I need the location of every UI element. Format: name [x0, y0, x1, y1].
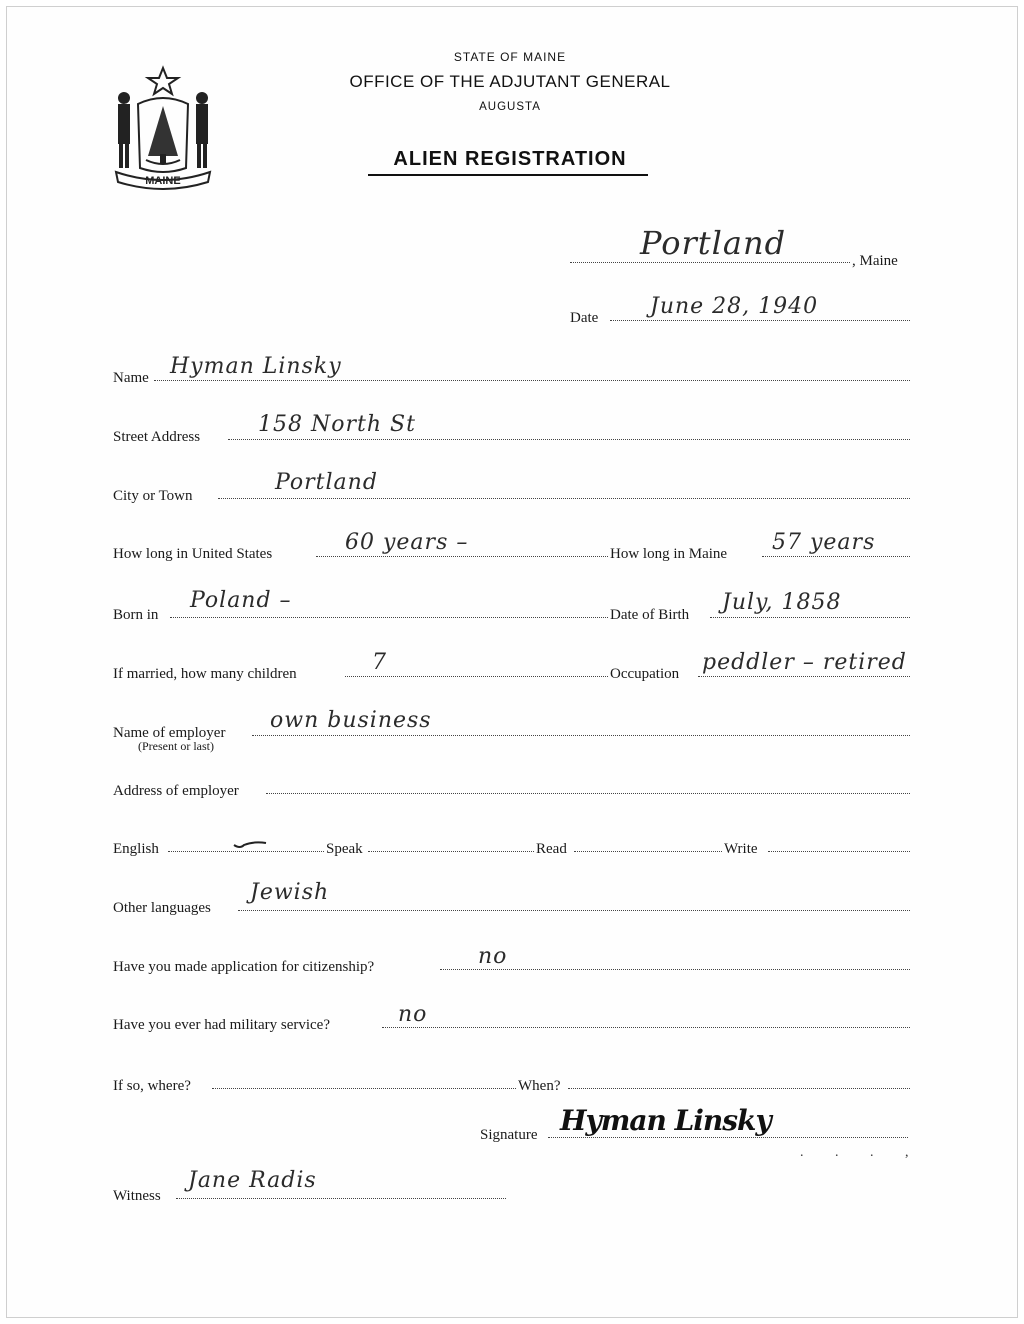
military-line [382, 1027, 910, 1028]
children-value: 7 [372, 650, 387, 675]
born-in-label: Born in [113, 607, 159, 623]
years-maine-line [762, 556, 910, 557]
speak-checkmark-icon [232, 838, 268, 852]
children-label: If married, how many children [113, 666, 297, 682]
years-maine-value: 57 years [772, 530, 876, 555]
witness-line [176, 1198, 506, 1199]
write-line [768, 851, 910, 852]
employer-line [252, 735, 910, 736]
town-value: Portland [640, 224, 787, 262]
children-line [345, 676, 608, 677]
employer-value: own business [270, 708, 432, 733]
where-label: If so, where? [113, 1078, 191, 1094]
signature-label: Signature [480, 1127, 538, 1143]
other-languages-value: Jewish [250, 880, 330, 905]
form-title: ALIEN REGISTRATION [393, 148, 627, 170]
town-suffix-label: , Maine [852, 253, 898, 269]
office-heading: OFFICE OF THE ADJUTANT GENERAL [349, 72, 671, 91]
when-line [568, 1088, 910, 1089]
military-label: Have you ever had military service? [113, 1017, 330, 1033]
speak-line [368, 851, 534, 852]
name-label: Name [113, 370, 149, 386]
dob-line [710, 617, 910, 618]
date-line [610, 320, 910, 321]
occupation-value: peddler – retired [702, 650, 907, 675]
seal-lettering: MAINE [145, 175, 181, 187]
when-label: When? [518, 1078, 561, 1094]
town-line [570, 262, 850, 263]
where-line [212, 1088, 516, 1089]
speak-label: Speak [326, 841, 363, 857]
city-heading: AUGUSTA [479, 101, 541, 113]
street-label: Street Address [113, 429, 201, 445]
name-line [154, 380, 910, 381]
signature-line [548, 1137, 908, 1138]
employer-address-line [266, 793, 910, 794]
city-label: City or Town [113, 488, 193, 504]
other-languages-label: Other languages [113, 900, 211, 916]
city-line [218, 498, 910, 499]
dob-value: July, 1858 [722, 590, 842, 615]
years-us-value: 60 years – [345, 530, 469, 555]
citizenship-label: Have you made application for citizenship? [113, 959, 375, 975]
witness-value: Jane Radis [188, 1168, 317, 1193]
occupation-line [698, 676, 910, 677]
ink-specks: . . . , [800, 1145, 923, 1160]
read-line [574, 851, 722, 852]
employer-address-label: Address of employer [113, 783, 239, 799]
other-languages-line [238, 910, 910, 911]
state-heading: STATE OF MAINE [453, 50, 567, 64]
signature-value: Hyman Linsky [560, 1104, 771, 1137]
occupation-label: Occupation [610, 666, 680, 682]
dob-label: Date of Birth [610, 607, 690, 623]
military-value: no [398, 1002, 428, 1027]
witness-label: Witness [113, 1188, 161, 1204]
name-value: Hyman Linsky [170, 354, 342, 379]
title-underline [368, 174, 648, 176]
maine-state-seal-icon [108, 64, 218, 190]
date-label: Date [570, 310, 599, 326]
employer-label: Name of employer [113, 725, 226, 741]
read-label: Read [536, 841, 567, 857]
date-value: June 28, 1940 [650, 294, 819, 319]
employer-sublabel: (Present or last) [138, 739, 214, 753]
street-line [228, 439, 910, 440]
years-us-line [316, 556, 608, 557]
years-us-label: How long in United States [113, 546, 273, 562]
english-label: English [113, 841, 159, 857]
born-in-value: Poland – [190, 588, 292, 613]
write-label: Write [724, 841, 758, 857]
years-maine-label: How long in Maine [610, 546, 728, 562]
street-value: 158 North St [258, 412, 416, 437]
citizenship-line [440, 969, 910, 970]
born-in-line [170, 617, 608, 618]
citizenship-value: no [478, 944, 508, 969]
city-value: Portland [275, 470, 378, 495]
